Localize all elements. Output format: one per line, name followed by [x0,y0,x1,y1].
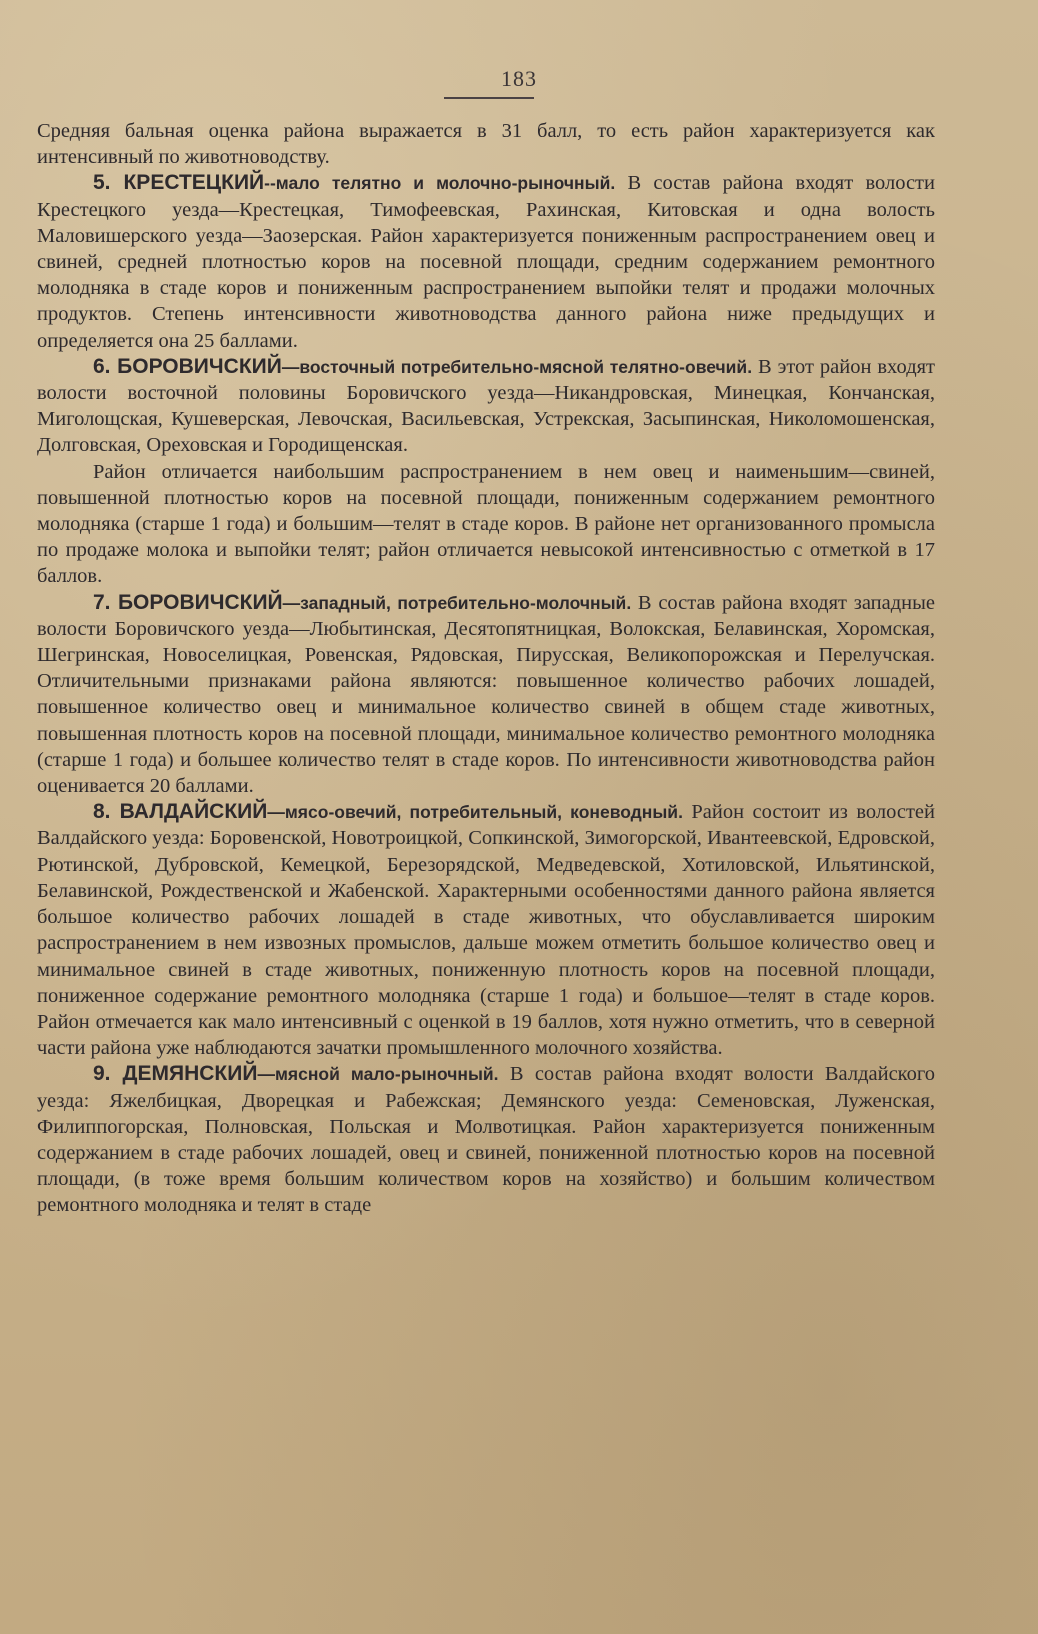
section-5-title: 5. КРЕСТЕЦКИЙ [93,171,265,195]
section-7-subtitle: —западный, потребительно-молочный. [282,592,632,613]
section-7-text: В состав района входят западные волости Боровичского уезда—Любытинская, Десятопятницкая, Волокская, Белавинская, Хоромская, Шегринская, Новоселицкая, Ровенская, Рядовская, Пирусская, Великопорожская и Перелучская. Отличительными признаками района являются: повышенное количество рабочих лошадей, повышенное количество овец и минимальное количество свиней в общем стаде животных, повышенная плотность коров на посевной площади, минимальное количество ремонтного молодняка (старше 1 года) и большее количество телят в стаде коров. По интенсивности животноводства район оценивается 20 баллами. [37,591,936,798]
page-number: 183 [501,66,537,91]
page-number-rule [444,97,534,99]
section-9-subtitle: —мясной мало-рыночный. [257,1064,499,1085]
section-6-subtitle: —восточный потребительно-мясной телятно-овечий. [281,356,753,377]
section-5-text: В состав района входят волости Крестецкого уезда—Крестецкая, Тимофеевская, Рахинская, Китовская и одна волость Маловишерского уезда—Заозерская. Район характеризуется пониженным распространением овец и свиней, средней плотностью коров на посевной площади, средним содержанием ремонтного молодняка в стаде коров и пониженным распространением выпойки телят и продажи молочных продуктов. Степень интенсивности животноводства данного района ниже предыдущих и определяется она 25 баллами. [37,172,935,352]
section-6-text: В этот район входят волости восточной половины Боровичского уезда—Никандровская, Минецкая, Кончанская, Миголощская, Кушеверская, Левочская, Васильевская, Устрекская, Засыпинская, Николомошенская, Долговская, Ореховская и Городищенская. [37,355,936,457]
section-6-title: 6. БОРОВИЧСКИЙ [93,354,282,378]
paragraph-section-8 [37,799,935,1061]
section-9-text: В состав района входят волости Валдайского уезда: Яжелбицкая, Дворецкая и Рабежская; Демянского уезда: Семеновская, Луженская, Филиппогорская, Полновская, Польская и Молвотицкая. Район характеризуется пониженным содержанием в стаде рабочих лошадей, овец и свиней, пониженной плотностью коров на посевной площади, (в тоже время большим количеством коров на хозяйство) и большим количеством ремонтного молодняка и телят в стаде [37,1063,935,1217]
paragraph-section-5 [37,170,935,353]
paragraph-section-6-continued: Район отличается наибольшим распространением в нем овец и наименьшим—свиней, повышенной плотностью коров на посевной площади, пониженным содержанием ремонтного молодняка (старше 1 года) и большим—телят в стаде коров. В районе нет организованного промысла по продаже молока и выпойки телят; район отличается невысокой интенсивностью с отметкой в 17 баллов. [37,460,935,588]
section-9-title: 9. ДЕМЯНСКИЙ [93,1062,258,1086]
section-8-subtitle: —мясо-овечий, потребительный, коневодный. [267,802,683,823]
page-text [37,118,935,1219]
section-5-subtitle: --мало телятно и молочно-рыночный. [264,173,616,194]
paragraph-section-9 [37,1061,935,1218]
paragraph-intro: Средняя бальная оценка района выражается в 31 балл, то есть район характеризуется как интенсивный по животноводству. [37,120,935,169]
section-8-title: 8. ВАЛДАЙСКИЙ [93,800,268,824]
paragraph-section-7 [37,590,935,800]
section-7-title: 7. БОРОВИЧСКИЙ [93,590,283,614]
section-8-text: Район состоит из волостей Валдайского уезда: Боровенской, Новотроицкой, Сопкинской, Зимогорской, Ивантеевской, Едровской, Рютинской, Дубровской, Кемецкой, Березорядской, Медведевской, Хотиловской, Ильятинской, Белавинской, Рождественской и Жабенской. Характерными особенностями данного района является большое количество рабочих лошадей в стаде животных, что обуславливается широким распространением в нем извозных промыслов, дальше можем отметить большое количество овец и минимальное свиней в стаде животных, пониженную плотность коров на посевной площади, пониженное содержание ремонтного молодняка (старше 1 года) и большое—телят в стаде коров. Район отмечается как мало интенсивный с оценкой в 19 баллов, хотя нужно отметить, что в северной части района уже наблюдаются зачатки промышленного молочного хозяйства. [37,801,935,1060]
paragraph-section-6 [37,354,935,459]
